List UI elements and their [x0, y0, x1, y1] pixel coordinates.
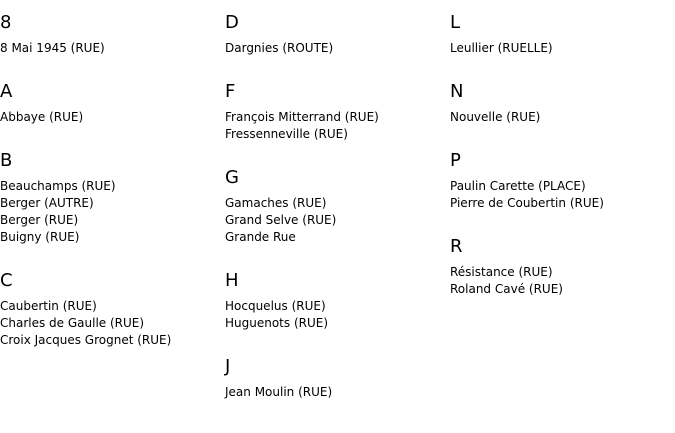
street-link[interactable]: Hocquelus (RUE) [225, 299, 326, 313]
letter-heading: 8 [0, 12, 12, 33]
street-link[interactable]: Gamaches (RUE) [225, 196, 327, 210]
letter-group [450, 150, 670, 212]
index-column [225, 12, 445, 425]
street-link[interactable]: Charles de Gaulle (RUE) [0, 316, 145, 330]
letter-heading: P [450, 150, 461, 171]
street-link[interactable]: Berger (AUTRE) [0, 196, 94, 210]
street-list [0, 178, 220, 246]
street-link[interactable]: Nouvelle (RUE) [450, 110, 541, 124]
street-link[interactable]: Paulin Carette (PLACE) [450, 179, 586, 193]
street-link[interactable]: Berger (RUE) [0, 213, 79, 227]
street-link[interactable]: Beauchamps (RUE) [0, 179, 116, 193]
letter-heading: R [450, 236, 463, 257]
letter-group [225, 81, 445, 143]
street-list [450, 264, 670, 298]
letter-heading: C [0, 270, 13, 291]
street-list [0, 109, 220, 126]
index-column [0, 12, 220, 373]
letter-group [225, 167, 445, 246]
letter-group [0, 150, 220, 246]
letter-heading: G [225, 167, 239, 188]
street-link[interactable]: Résistance (RUE) [450, 265, 553, 279]
letter-heading: N [450, 81, 464, 102]
letter-heading: D [225, 12, 239, 33]
letter-heading: J [225, 356, 231, 377]
street-link[interactable]: Huguenots (RUE) [225, 316, 329, 330]
street-link[interactable]: Abbaye (RUE) [0, 110, 84, 124]
letter-heading: F [225, 81, 236, 102]
street-link[interactable]: Dargnies (ROUTE) [225, 41, 334, 55]
street-link[interactable]: Jean Moulin (RUE) [225, 385, 333, 399]
street-link[interactable]: Croix Jacques Grognet (RUE) [0, 333, 172, 347]
street-link[interactable]: Pierre de Coubertin (RUE) [450, 196, 604, 210]
street-link[interactable]: Grand Selve (RUE) [225, 213, 337, 227]
street-list [450, 40, 670, 57]
street-link[interactable]: Roland Cavé (RUE) [450, 282, 563, 296]
letter-group [0, 81, 220, 126]
letter-group [0, 12, 220, 57]
street-link[interactable]: Grande Rue [225, 230, 296, 244]
letter-group [225, 270, 445, 332]
letter-heading: B [0, 150, 13, 171]
letter-group [225, 12, 445, 57]
street-list [0, 40, 220, 57]
street-link[interactable]: Leullier (RUELLE) [450, 41, 553, 55]
street-list [225, 384, 445, 401]
street-link[interactable]: 8 Mai 1945 (RUE) [0, 41, 105, 55]
letter-group [450, 12, 670, 57]
letter-heading: H [225, 270, 239, 291]
street-link[interactable]: Fressenneville (RUE) [225, 127, 348, 141]
street-link[interactable]: Buigny (RUE) [0, 230, 80, 244]
street-list [225, 298, 445, 332]
street-link[interactable]: Caubertin (RUE) [0, 299, 97, 313]
letter-group [0, 270, 220, 349]
letter-heading: A [0, 81, 13, 102]
letter-group [450, 236, 670, 298]
street-list [225, 109, 445, 143]
street-list [450, 178, 670, 212]
street-link[interactable]: François Mitterrand (RUE) [225, 110, 379, 124]
letter-group [450, 81, 670, 126]
street-list [225, 40, 445, 57]
letter-heading: L [450, 12, 461, 33]
letter-group [225, 356, 445, 401]
index-column [450, 12, 670, 322]
street-list [225, 195, 445, 246]
street-list [0, 298, 220, 349]
street-list [450, 109, 670, 126]
